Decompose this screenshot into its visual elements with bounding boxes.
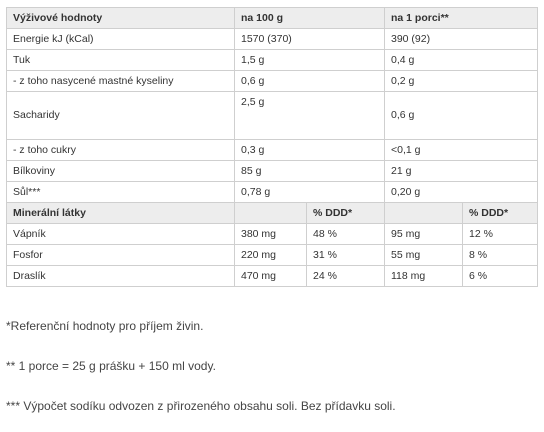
mineral-name: Vápník (7, 224, 235, 245)
value-per-portion: 0,2 g (385, 71, 538, 92)
value-per-100g: 0,3 g (235, 140, 385, 161)
value-per-portion: 0,6 g (385, 92, 538, 140)
value-per-portion: 95 mg (385, 224, 463, 245)
value-per-portion: 21 g (385, 161, 538, 182)
header-cell: na 100 g (235, 8, 385, 29)
value-per-100g: 85 g (235, 161, 385, 182)
table-row (7, 29, 538, 50)
table-row (7, 140, 538, 161)
value-per-100g: 0,6 g (235, 71, 385, 92)
nutrient-name: Sůl*** (7, 182, 235, 203)
table-row (7, 266, 538, 287)
value-per-portion: 55 mg (385, 245, 463, 266)
ddd-per-100g: 24 % (307, 266, 385, 287)
table-row (7, 50, 538, 71)
header-cell: Minerální látky (7, 203, 235, 224)
value-per-portion: 118 mg (385, 266, 463, 287)
ddd-per-portion: 6 % (463, 266, 538, 287)
value-per-portion: <0,1 g (385, 140, 538, 161)
header-cell: na 1 porci** (385, 8, 538, 29)
header-cell: Výživové hodnoty (7, 8, 235, 29)
ddd-per-100g: 31 % (307, 245, 385, 266)
ddd-per-100g: 48 % (307, 224, 385, 245)
table-row (7, 224, 538, 245)
value-per-100g: 1570 (370) (235, 29, 385, 50)
nutrient-name: - z toho cukry (7, 140, 235, 161)
nutrient-name: Sacharidy (7, 92, 235, 140)
header-cell: % DDD* (307, 203, 385, 224)
value-per-100g: 1,5 g (235, 50, 385, 71)
minerals-header-row (7, 203, 538, 224)
nutrient-name: Bílkoviny (7, 161, 235, 182)
header-cell (235, 203, 307, 224)
value-per-100g: 470 mg (235, 266, 307, 287)
value-per-portion: 0,20 g (385, 182, 538, 203)
table-row (7, 161, 538, 182)
value-per-100g: 380 mg (235, 224, 307, 245)
table-row (7, 92, 538, 140)
ddd-per-portion: 12 % (463, 224, 538, 245)
header-cell: % DDD* (463, 203, 538, 224)
footnote-reference-values: *Referenční hodnoty pro příjem živin. (6, 319, 204, 333)
table-row (7, 245, 538, 266)
nutrition-table (6, 7, 538, 287)
nutrient-name: - z toho nasycené mastné kyseliny (7, 71, 235, 92)
header-cell (385, 203, 463, 224)
value-per-100g: 220 mg (235, 245, 307, 266)
mineral-name: Draslík (7, 266, 235, 287)
nutrition-header-row (7, 8, 538, 29)
value-per-100g: 2,5 g (235, 92, 385, 140)
nutrient-name: Tuk (7, 50, 235, 71)
value-per-100g: 0,78 g (235, 182, 385, 203)
ddd-per-portion: 8 % (463, 245, 538, 266)
footnote-portion: ** 1 porce = 25 g prášku + 150 ml vody. (6, 359, 216, 373)
table-row (7, 182, 538, 203)
value-per-portion: 390 (92) (385, 29, 538, 50)
table-row (7, 71, 538, 92)
footnote-sodium: *** Výpočet sodíku odvozen z přirozeného obsahu soli. Bez přídavku soli. (6, 399, 396, 413)
mineral-name: Fosfor (7, 245, 235, 266)
nutrient-name: Energie kJ (kCal) (7, 29, 235, 50)
value-per-portion: 0,4 g (385, 50, 538, 71)
